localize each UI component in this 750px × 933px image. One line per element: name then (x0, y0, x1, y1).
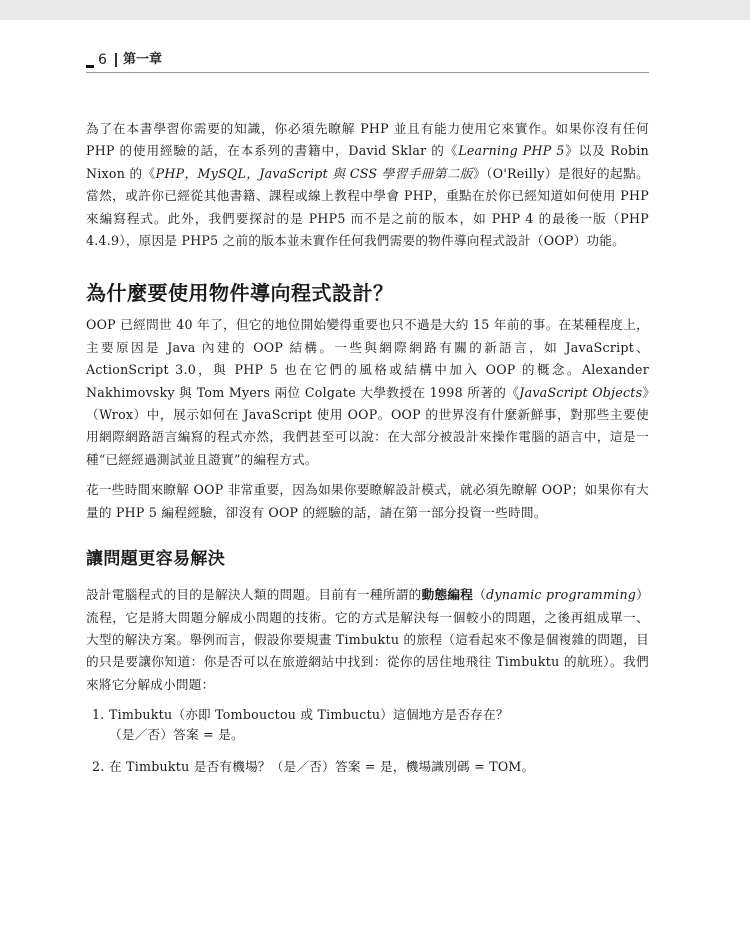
chapter-label: 第一章 (123, 52, 163, 67)
list-item-answer: （是／否）答案 = 是。 (109, 727, 244, 743)
top-margin-band (0, 0, 750, 20)
section1-paragraph-2: 花一些時間來瞭解 OOP 非常重要，因為如果你要瞭解設計模式，就必須先瞭解 OOP；如果你有大量的 PHP 5 編程經驗，卻沒有 OOP 的經驗的話，請在第一部分投資一些時間。 (86, 482, 649, 520)
numbered-list (86, 705, 649, 777)
list-item-number: 2. (92, 759, 105, 775)
intro-text-1: 為了在本書學習你需要的知識，你必須先瞭解 PHP 並且有能力使用它來實作。如果你沒有任何 PHP 的使用經驗的話，在本系列的書籍中，David Sklar 的《 (86, 121, 649, 159)
list-item-number: 1. (92, 707, 105, 723)
section1-text-a: OOP 已經問世 40 年了，但它的地位開始變得重要也只不過是大約 15 年前的事。在某種程度上，主要原因是 Java 內建的 OOP 結構。一些與網際網路有關的新語言，如 JavaScript、ActionScript 3.0，與 PHP 5 也在它們的風格或結構中加入 OOP 的概念。Alexander Nakhimovsky 與 Tom Myers 兩位 Colgate 大學教授在 1998 所著的《 (86, 317, 649, 400)
section-heading-why-oop: 為什麼要使用物件導向程式設計？ (86, 281, 394, 306)
intro-text-2: 》以及 Robin Nixon 的《 (86, 143, 649, 181)
term-dynamic-programming-cn: 動態編程 (421, 587, 474, 603)
book-title-php-mysql: PHP，MySQL，JavaScript 與 CSS 學習手冊第二版 (155, 165, 473, 181)
section1-text-b: 》（Wrox）中，展示如何在 JavaScript 使用 OOP。OOP 的世界沒有什麼新鮮事，對那些主要使用網際網路語言編寫的程式亦然，我們甚至可以說：在大部分被設計來操作電腦的語言中，這是一種“已經經過測試並且證實”的編程方式。 (86, 384, 649, 467)
section2-text-c: ）流程，它是將大問題分解成小問題的技術。它的方式是解決每一個較小的問題，之後再組成單一、大型的解決方案。舉例而言，假設你要規畫 Timbuktu 的旅程（這看起來不像是個複雜的問題，目的只是要讓你知道：你是否可以在旅遊網站中找到：從你的居住地飛往 Timbuktu 的航班）。我們來將它分解成小問題： (86, 587, 650, 692)
section2-text-a: 設計電腦程式的目的是解決人類的問題。目前有一種所謂的 (86, 587, 422, 603)
page-content (86, 118, 649, 777)
section2-paragraph (86, 584, 649, 696)
list-item (92, 757, 649, 777)
page-header (86, 51, 649, 73)
page-number: 6 (98, 52, 107, 68)
book-title-learning-php: Learning PHP 5 (458, 143, 565, 159)
header-rule (86, 72, 649, 73)
section2-text-b: （ (473, 587, 487, 603)
list-item-text: Timbuktu（亦即 Tombouctou 或 Timbuctu）這個地方是否存在？ (109, 707, 509, 723)
intro-text-3: 》（O'Reilly）是很好的起點。當然，或許你已經從其他書籍、課程或線上教程中學會 PHP，重點在於你已經知道如何使用 PHP 來編寫程式。此外，我們要探討的是 PHP5 而不是之前的版本，如 PHP 4 的最後一版（PHP 4.4.9），原因是 PHP5 之前的版本並未實作任何我們需要的物件導向程式設計（OOP）功能。 (86, 165, 649, 249)
list-item (92, 705, 649, 725)
list-item-text: 在 Timbuktu 是否有機場？（是／否）答案 = 是，機場識別碼 = TOM。 (109, 759, 535, 775)
term-dynamic-programming-en: dynamic programming (486, 587, 637, 603)
header-separator (115, 53, 117, 67)
section1-paragraph-1 (86, 314, 649, 471)
intro-paragraph (86, 118, 649, 252)
list-gap (92, 745, 649, 757)
book-title-javascript-objects: JavaScript Objects (519, 384, 643, 400)
header-mark (86, 65, 94, 68)
section-heading-easier-problems: 讓問題更容易解決 (86, 549, 226, 570)
